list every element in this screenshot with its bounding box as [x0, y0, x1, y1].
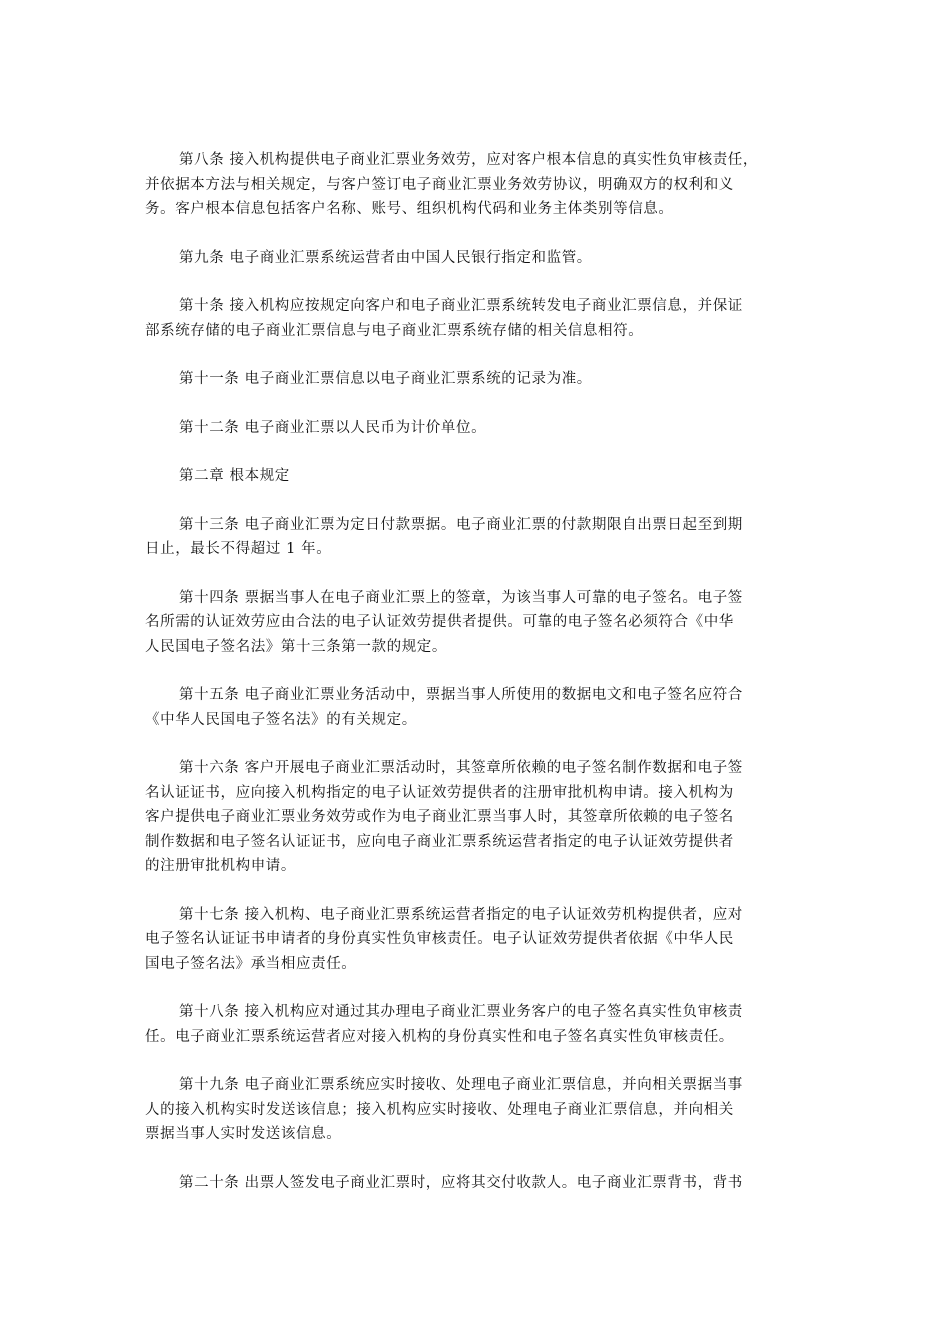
- paragraph-line: 制作数据和电子签名认证证书，应向电子商业汇票系统运营者指定的电子认证效劳提供者: [145, 833, 734, 850]
- paragraph-line: 第二十条 出票人签发电子商业汇票时，应将其交付收款人。电子商业汇票背书，背书: [179, 1174, 743, 1191]
- paragraph-line: 的注册审批机构申请。: [145, 858, 296, 874]
- article-paragraph: [145, 586, 815, 660]
- paragraph-line: 第十九条 电子商业汇票系统应实时接收、处理电子商业汇票信息，并向相关票据当事: [179, 1077, 743, 1093]
- article-paragraph: [145, 1171, 815, 1196]
- paragraph-line: 电子签名认证证书申请者的身份真实性负审核责任。电子认证效劳提供者依据《中华人民: [145, 931, 734, 947]
- article-paragraph: [145, 683, 815, 732]
- paragraph-line: 第二章 根本规定: [179, 468, 290, 484]
- paragraph-line: 名所需的认证效劳应由合法的电子认证效劳提供者提供。可靠的电子签名必须符合《中华: [145, 614, 734, 630]
- paragraph-line: 国电子签名法》承当相应责任。: [145, 955, 357, 972]
- article-paragraph: [145, 903, 815, 977]
- paragraph-line: 第十七条 接入机构、电子商业汇票系统运营者指定的电子认证效劳机构提供者，应对: [179, 906, 743, 923]
- article-paragraph: [145, 148, 815, 222]
- article-paragraph: [145, 1000, 815, 1049]
- article-paragraph: [145, 416, 815, 441]
- paragraph-line: 第十八条 接入机构应对通过其办理电子商业汇票业务客户的电子签名真实性负审核责: [179, 1004, 743, 1020]
- paragraph-line: 第十二条 电子商业汇票以人民币为计价单位。: [179, 419, 487, 436]
- article-paragraph: [145, 464, 815, 489]
- paragraph-line: 第十六条 客户开展电子商业汇票活动时，其签章所依赖的电子签名制作数据和电子签: [179, 760, 743, 776]
- paragraph-line: 人民国电子签名法》第十三条第一款的规定。: [145, 638, 447, 655]
- paragraph-line: 部系统存储的电子商业汇票信息与电子商业汇票系统存储的相关信息相符。: [145, 322, 644, 339]
- paragraph-line: 任。电子商业汇票系统运营者应对接入机构的身份真实性和电子签名真实性负审核责任。: [145, 1028, 734, 1045]
- article-paragraph: [145, 756, 815, 879]
- paragraph-line: 并依据本方法与相关规定，与客户签订电子商业汇票业务效劳协议，明确双方的权利和义: [145, 176, 734, 193]
- article-paragraph: [145, 367, 815, 392]
- paragraph-line: 第九条 电子商业汇票系统运营者由中国人民银行指定和监管。: [179, 249, 592, 266]
- paragraph-line: 第十一条 电子商业汇票信息以电子商业汇票系统的记录为准。: [179, 371, 592, 387]
- paragraph-line: 第十四条 票据当事人在电子商业汇票上的签章，为该当事人可靠的电子签名。电子签: [179, 589, 743, 606]
- paragraph-line: 第十五条 电子商业汇票业务活动中，票据当事人所使用的数据电文和电子签名应符合: [179, 687, 743, 703]
- article-paragraph: [145, 294, 815, 343]
- paragraph-line: 第八条 接入机构提供电子商业汇票业务效劳，应对客户根本信息的真实性负审核责任，: [179, 152, 759, 168]
- article-paragraph: [145, 1073, 815, 1147]
- paragraph-line: 票据当事人实时发送该信息。: [145, 1126, 342, 1142]
- paragraph-line: 《中华人民国电子签名法》的有关规定。: [145, 711, 417, 728]
- document-body: [145, 148, 815, 1219]
- paragraph-line: 客户提供电子商业汇票业务效劳或作为电子商业汇票当事人时，其签章所依赖的电子签名: [145, 809, 734, 825]
- article-paragraph: [145, 246, 815, 271]
- paragraph-line: 日止，最长不得超过 1 年。: [145, 541, 332, 557]
- paragraph-line: 第十条 接入机构应按规定向客户和电子商业汇票系统转发电子商业汇票信息，并保证: [179, 298, 743, 314]
- paragraph-line: 务。客户根本信息包括客户名称、账号、组织机构代码和业务主体类别等信息。: [145, 201, 674, 217]
- paragraph-line: 名认证证书，应向接入机构指定的电子认证效劳提供者的注册审批机构申请。接入机构为: [145, 784, 734, 801]
- article-paragraph: [145, 513, 815, 562]
- paragraph-line: 人的接入机构实时发送该信息；接入机构应实时接收、处理电子商业汇票信息，并向相关: [145, 1101, 734, 1118]
- paragraph-line: 第十三条 电子商业汇票为定日付款票据。电子商业汇票的付款期限自出票日起至到期: [179, 516, 743, 533]
